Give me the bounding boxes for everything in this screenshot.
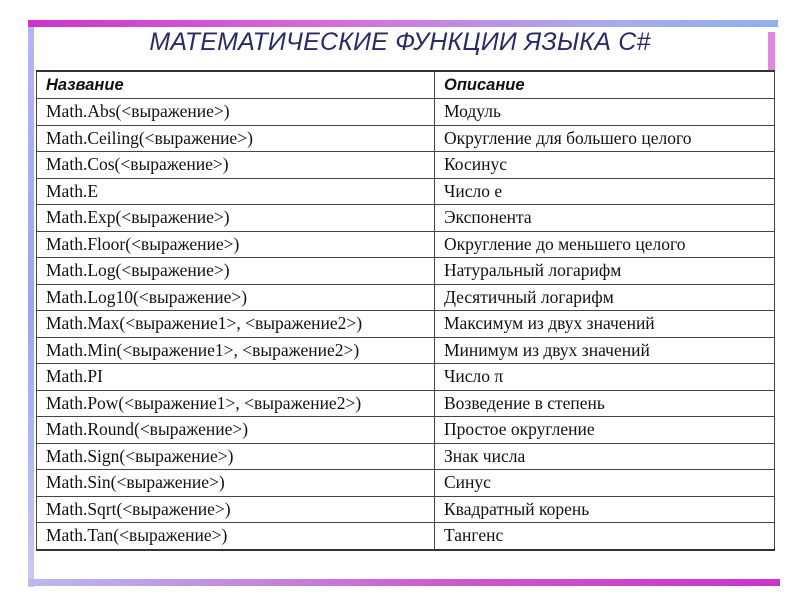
table-row <box>37 417 775 444</box>
function-description-cell: Косинус <box>435 152 775 179</box>
function-description-cell: Округление до меньшего целого <box>435 231 775 258</box>
function-name-cell: Math.Floor(<выражение>) <box>37 231 435 258</box>
function-name-cell: Math.Cos(<выражение>) <box>37 152 435 179</box>
table-row <box>37 178 775 205</box>
function-description-cell: Минимум из двух значений <box>435 337 775 364</box>
table-row <box>37 152 775 179</box>
bottom-accent-bar <box>28 579 780 586</box>
table-row <box>37 470 775 497</box>
function-description-cell: Экспонента <box>435 205 775 232</box>
function-description-cell: Простое округление <box>435 417 775 444</box>
table-row <box>37 99 775 126</box>
slide-title: МАТЕМАТИЧЕСКИЕ ФУНКЦИИ ЯЗЫКА С# <box>149 28 651 56</box>
function-name-cell: Math.Round(<выражение>) <box>37 417 435 444</box>
top-accent-bar <box>28 20 778 27</box>
function-name-cell: Math.Log10(<выражение>) <box>37 284 435 311</box>
function-name-cell: Math.Log(<выражение>) <box>37 258 435 285</box>
function-description-cell: Число π <box>435 364 775 391</box>
function-name-cell: Math.Pow(<выражение1>, <выражение2>) <box>37 390 435 417</box>
function-description-cell: Тангенс <box>435 523 775 550</box>
function-name-cell: Math.Sign(<выражение>) <box>37 443 435 470</box>
table-row <box>37 337 775 364</box>
function-description-cell: Число е <box>435 178 775 205</box>
function-description-cell: Модуль <box>435 99 775 126</box>
header-description: Описание <box>435 71 775 99</box>
table-row <box>37 205 775 232</box>
function-name-cell: Math.Abs(<выражение>) <box>37 99 435 126</box>
table-row <box>37 496 775 523</box>
function-description-cell: Десятичный логарифм <box>435 284 775 311</box>
function-description-cell: Натуральный логарифм <box>435 258 775 285</box>
function-description-cell: Квадратный корень <box>435 496 775 523</box>
function-name-cell: Math.Min(<выражение1>, <выражение2>) <box>37 337 435 364</box>
table-row <box>37 231 775 258</box>
table-row <box>37 284 775 311</box>
table-row <box>37 311 775 338</box>
function-description-cell: Округление для большего целого <box>435 125 775 152</box>
function-name-cell: Math.Ceiling(<выражение>) <box>37 125 435 152</box>
function-name-cell: Math.Exp(<выражение>) <box>37 205 435 232</box>
table-row <box>37 390 775 417</box>
header-name: Название <box>37 71 435 99</box>
function-name-cell: Math.Sin(<выражение>) <box>37 470 435 497</box>
function-description-cell: Возведение в степень <box>435 390 775 417</box>
function-name-cell: Math.Tan(<выражение>) <box>37 523 435 550</box>
functions-table-wrapper <box>36 70 774 551</box>
function-name-cell: Math.E <box>37 178 435 205</box>
function-description-cell: Максимум из двух значений <box>435 311 775 338</box>
function-name-cell: Math.Sqrt(<выражение>) <box>37 496 435 523</box>
function-name-cell: Math.PI <box>37 364 435 391</box>
table-row <box>37 364 775 391</box>
table-row <box>37 443 775 470</box>
functions-table <box>36 70 775 551</box>
right-accent-bar <box>768 32 775 70</box>
function-description-cell: Знак числа <box>435 443 775 470</box>
table-header-row <box>37 71 775 99</box>
table-row <box>37 258 775 285</box>
function-description-cell: Синус <box>435 470 775 497</box>
table-row <box>37 125 775 152</box>
table-body <box>37 99 775 550</box>
function-name-cell: Math.Max(<выражение1>, <выражение2>) <box>37 311 435 338</box>
left-accent-bar <box>28 27 34 587</box>
table-row <box>37 523 775 550</box>
